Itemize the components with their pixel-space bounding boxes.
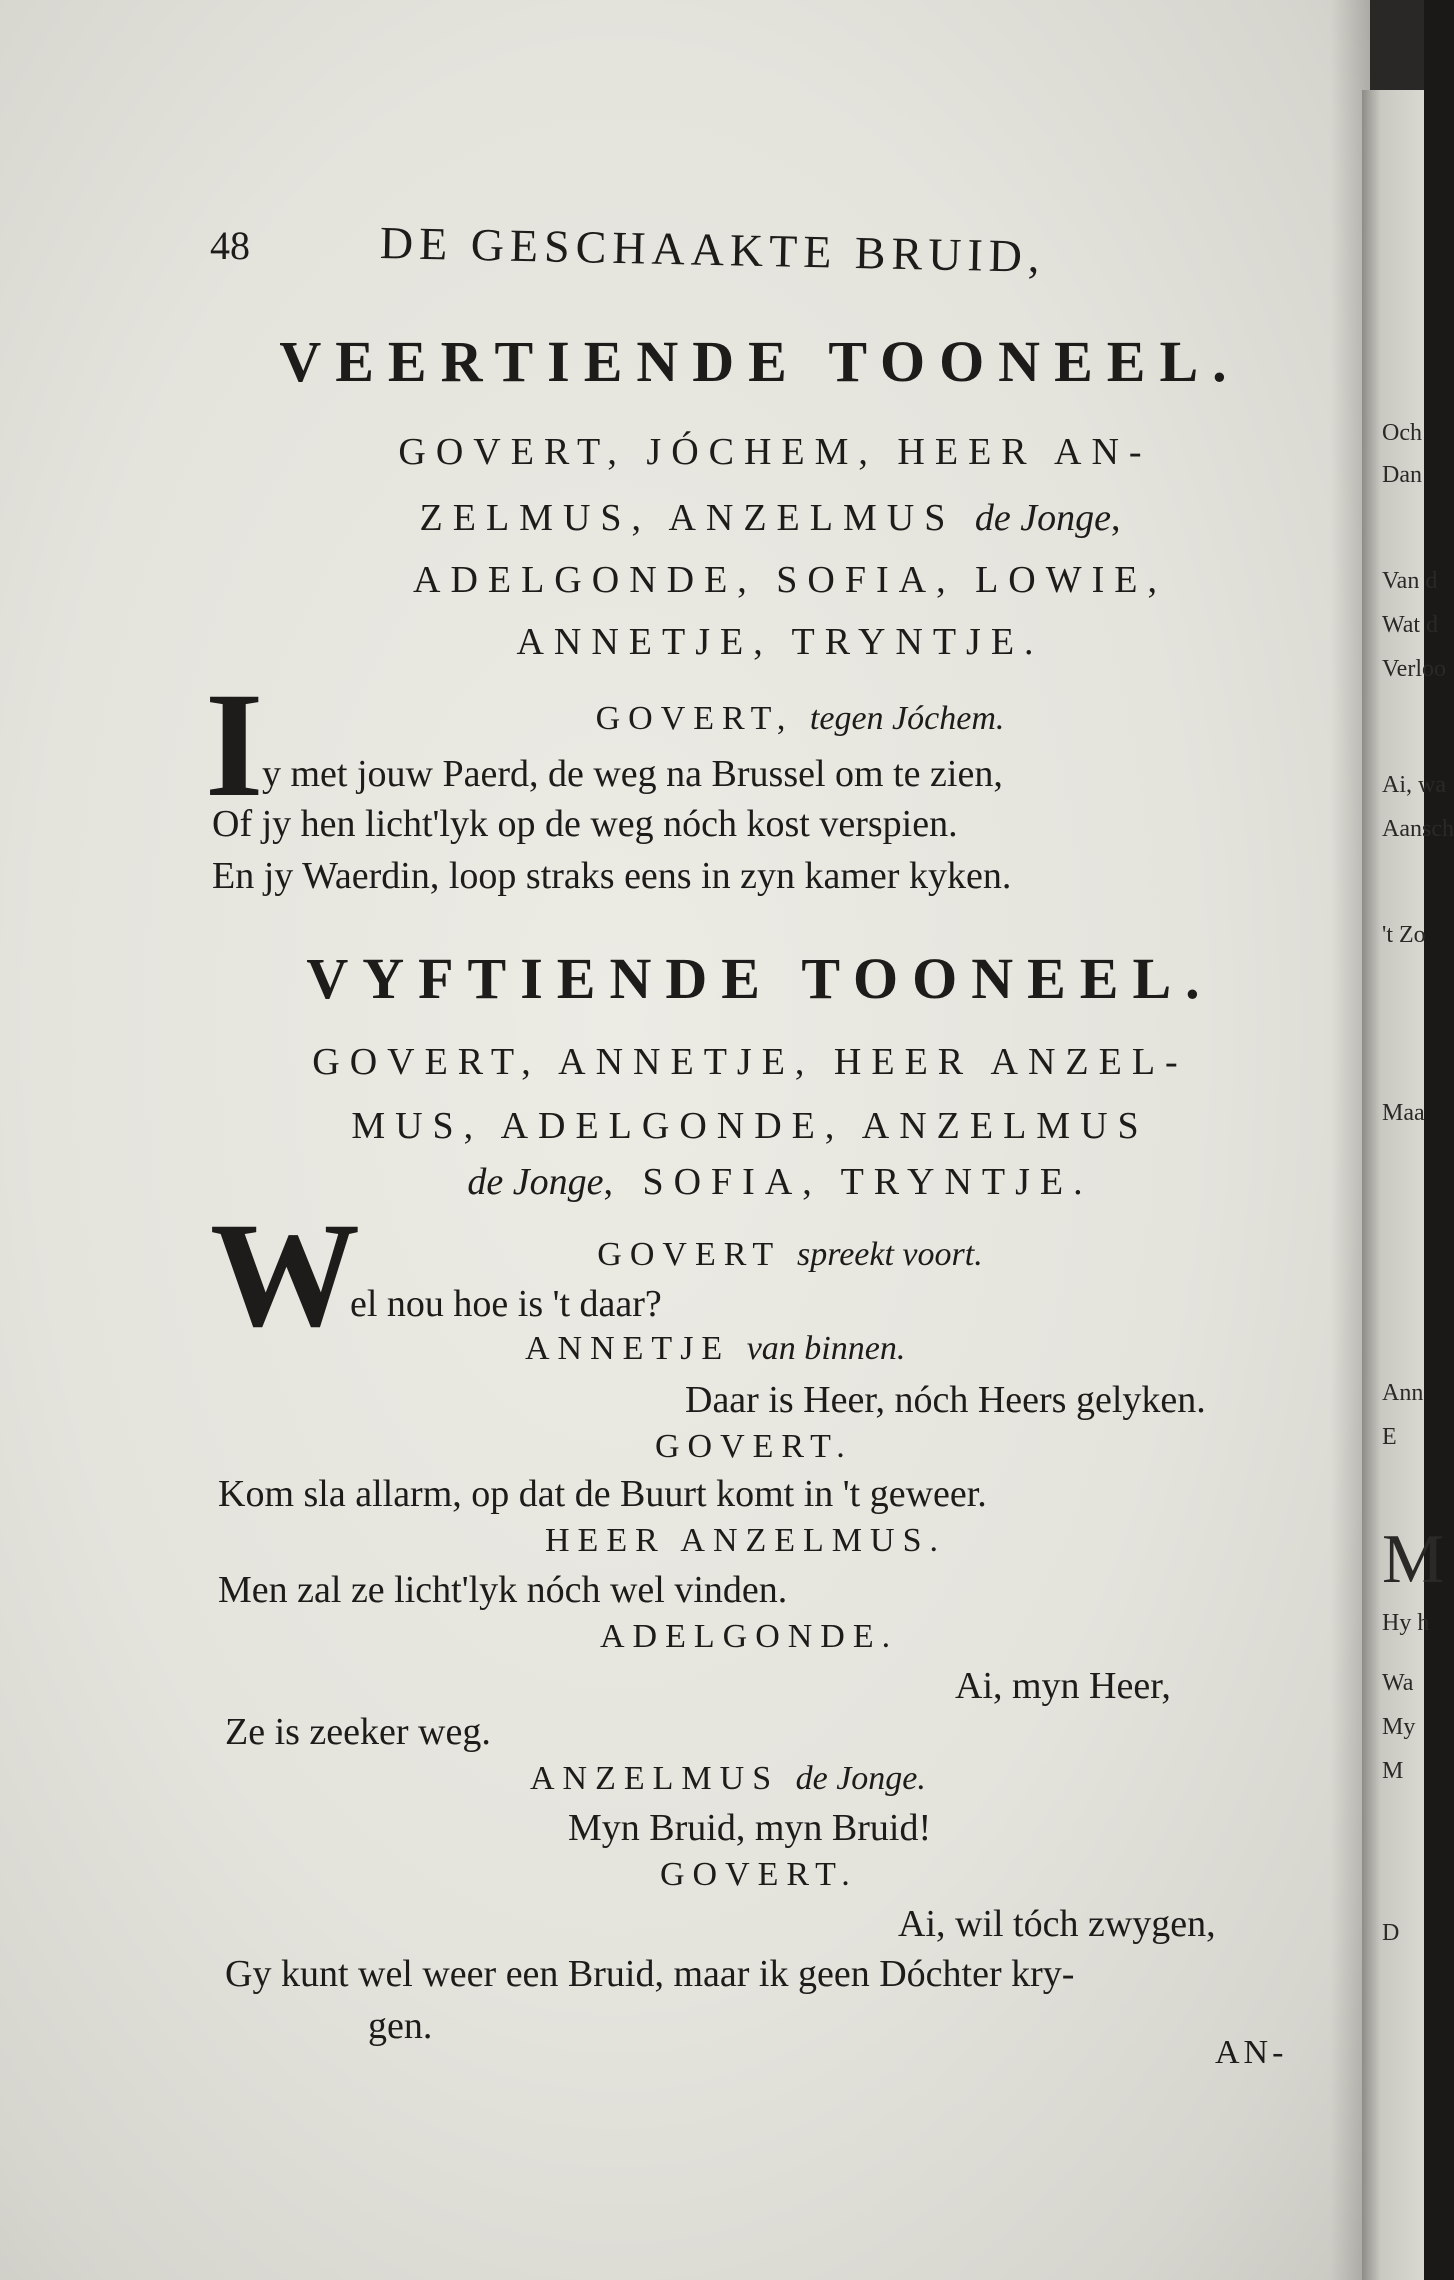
scene-15-verse-7c: gen. [368,2005,433,2047]
scene-15-cast-line-2: MUS, ADELGONDE, ANZELMUS [351,1105,1149,1147]
scene-15-speaker-6 [530,1760,926,1798]
adjacent-fragment: Van d [1382,568,1438,594]
scene-15-title: VYFTIENDE TOONEEL. [306,946,1214,1011]
adjacent-fragment: M [1382,1758,1404,1784]
scene-15-verse-5a: Ai, myn Heer, [955,1665,1171,1707]
scene-14-speaker [480,700,1120,738]
scene-14-cast-line-3: ADELGONDE, SOFIA, LOWIE, [413,559,1167,601]
scene-15-verse-5b: Ze is zeeker weg. [225,1711,491,1753]
stage-direction: spreekt voort. [797,1236,983,1273]
speaker-name: GOVERT [597,1236,798,1273]
cast-italic: de Jonge [467,1161,604,1203]
page-number: 48 [210,223,250,268]
cast-names: , SOFIA, TRYNTJE. [603,1161,1093,1203]
scene-14-verse-1: y met jouw Paerd, de weg na Brussel om te zien, [262,753,1003,795]
scene-14-title: VEERTIENDE TOONEEL. [279,329,1241,394]
stage-direction: de Jonge. [795,1760,926,1797]
running-head: DE GESCHAAKTE BRUID, [379,217,1046,282]
cast-names: ZELMUS, ANZELMUS [419,497,975,539]
scene-14-cast-line-4: ANNETJE, TRYNTJE. [516,621,1044,663]
speaker-name: ANZELMUS [530,1760,796,1797]
adjacent-fragment: Wa [1382,1670,1414,1696]
scene-15-speaker-1 [470,1236,1110,1274]
adjacent-fragment: D [1382,1920,1400,1946]
scene-15-verse-6: Myn Bruid, myn Bruid! [568,1807,932,1849]
adjacent-fragment: Wat d [1382,612,1439,638]
scene-15-verse-4: Men zal ze licht'lyk nóch wel vinden. [218,1569,788,1611]
scene-15-cast-line-3 [400,1160,1160,1204]
adjacent-fragment: My [1382,1714,1416,1740]
catchword: AN- [1215,2034,1288,2071]
adjacent-fragment: E [1382,1424,1397,1450]
cast-italic: de Jonge [974,497,1111,539]
speaker-name: ANNETJE [525,1330,747,1367]
adjacent-fragment: 't Zo [1382,922,1426,948]
adjacent-fragment: M [1382,1521,1445,1598]
scene-14-drop-capital: I [205,662,264,828]
scene-14-verse-2: Of jy hen licht'lyk op de weg nóch kost verspien. [212,803,958,845]
scene-14-cast-line-1: GOVERT, JÓCHEM, HEER AN- [398,431,1152,473]
stage-direction: van binnen. [746,1330,906,1367]
adjacent-fragment: Ai, wa [1382,772,1446,798]
scene-14-verse-3: En jy Waerdin, loop straks eens in zyn kamer kyken. [212,855,1012,897]
adjacent-fragment: Maa [1382,1100,1425,1126]
scene-15-verse-1: el nou hoe is 't daar? [350,1283,662,1325]
scene-15-speaker-2 [525,1330,905,1368]
scene-15-speaker-3: GOVERT. [655,1428,853,1465]
adjacent-page-edge [1362,90,1454,2280]
scene-15-verse-7b: Gy kunt wel weer een Bruid, maar ik geen Dóchter kry- [225,1953,1075,1995]
adjacent-fragment: Verloo [1382,656,1446,682]
scene-15-verse-7a: Ai, wil tóch zwygen, [898,1903,1216,1945]
adjacent-fragment: Och [1382,420,1422,446]
adjacent-fragment: Hy h [1382,1610,1430,1636]
scene-15-speaker-5: ADELGONDE. [600,1618,899,1655]
cast-comma: , [1110,497,1131,539]
scene-15-speaker-7: GOVERT. [660,1856,858,1893]
scene-15-verse-2: Daar is Heer, nóch Heers gelyken. [685,1379,1206,1421]
adjacent-fragment: Dan [1382,462,1422,488]
scene-14-cast-line-2 [310,496,1240,540]
stage-direction: tegen Jóchem. [809,700,1005,737]
scene-15-speaker-4: HEER ANZELMUS. [545,1522,946,1559]
adjacent-fragment: Ann [1382,1380,1424,1406]
scene-15-verse-3: Kom sla allarm, op dat de Buurt komt in 't geweer. [218,1473,987,1515]
speaker-name: GOVERT, [595,700,810,737]
scene-15-cast-line-1: GOVERT, ANNETJE, HEER ANZEL- [312,1041,1188,1083]
scene-15-drop-capital: W [210,1192,360,1358]
adjacent-fragment: Aansch [1382,816,1454,842]
